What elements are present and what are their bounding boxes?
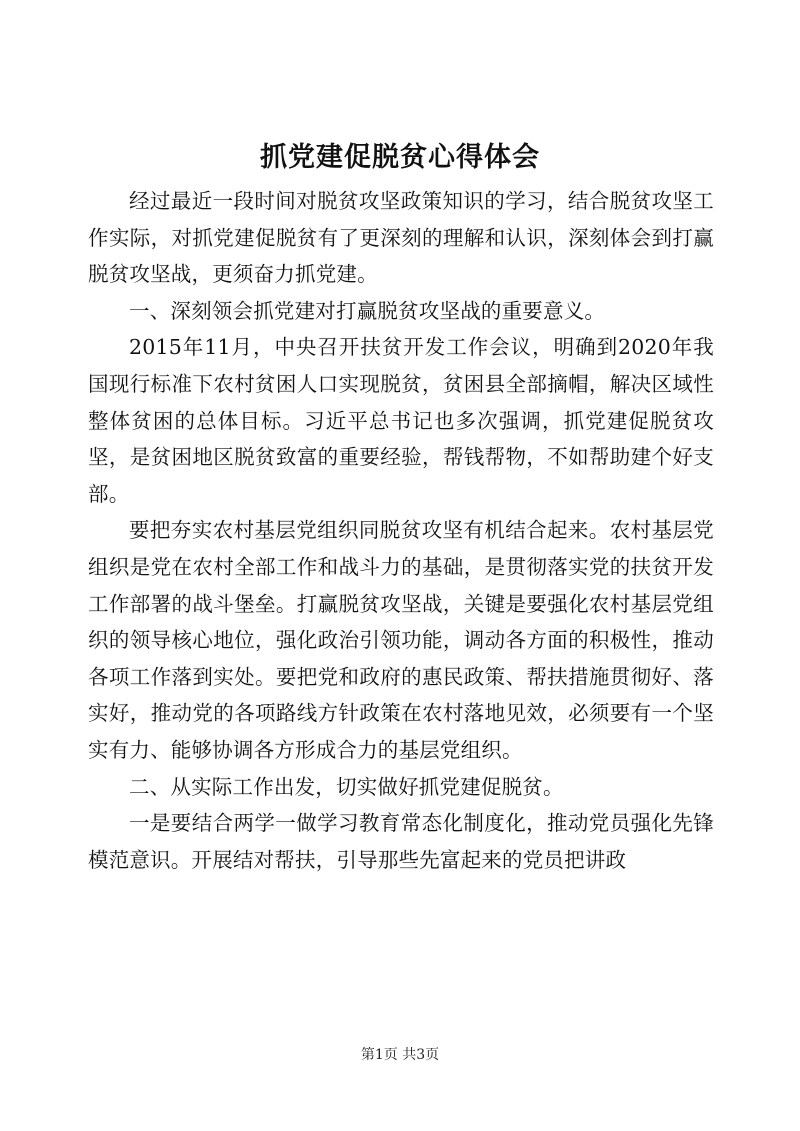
section-heading-2: 二、从实际工作出发，切实做好抓党建促脱贫。 bbox=[129, 774, 564, 799]
document-title: 抓党建促脱贫心得体会 bbox=[260, 142, 540, 173]
paragraph-study-education: 一是要结合两学一做学习教育常态化制度化，推动党员强化先锋模范意识。开展结对帮扶，引导那些先富起来的党员把讲政 bbox=[88, 811, 714, 872]
paragraph-conference: 2015年11月，中央召开扶贫开发工作会议，明确到2020年我国现行标准下农村贫困人口实现脱贫，贫困县全部摘帽，解决区域性整体贫困的总体目标。习近平总书记也多次强调，抓党建促脱贫攻坚，是贫困地区脱贫致富的重要经验，帮钱帮物，不如帮助建个好支部。 bbox=[88, 335, 714, 506]
document-body bbox=[88, 183, 714, 878]
section-heading-1: 一、深刻领会抓党建对打赢脱贫攻坚战的重要意义。 bbox=[129, 298, 606, 323]
paragraph-grassroots: 要把夯实农村基层党组织同脱贫攻坚有机结合起来。农村基层党组织是党在农村全部工作和战斗力的基础，是贯彻落实党的扶贫开发工作部署的战斗堡垒。打赢脱贫攻坚战，关键是要强化农村基层党组织的领导核心地位，强化政治引领功能，调动各方面的积极性，推动各项工作落到实处。要把党和政府的惠民政策、帮扶措施贯彻好、落实好，推动党的各项路线方针政策在农村落地见效，必须要有一个坚实有力、能够协调各方形成合力的基层党组织。 bbox=[88, 518, 714, 762]
page-indicator: 第1页 共3页 bbox=[360, 1047, 440, 1063]
paragraph-intro: 经过最近一段时间对脱贫攻坚政策知识的学习，结合脱贫攻坚工作实际，对抓党建促脱贫有了更深刻的理解和认识，深刻体会到打赢脱贫攻坚战，更须奋力抓党建。 bbox=[88, 189, 714, 287]
